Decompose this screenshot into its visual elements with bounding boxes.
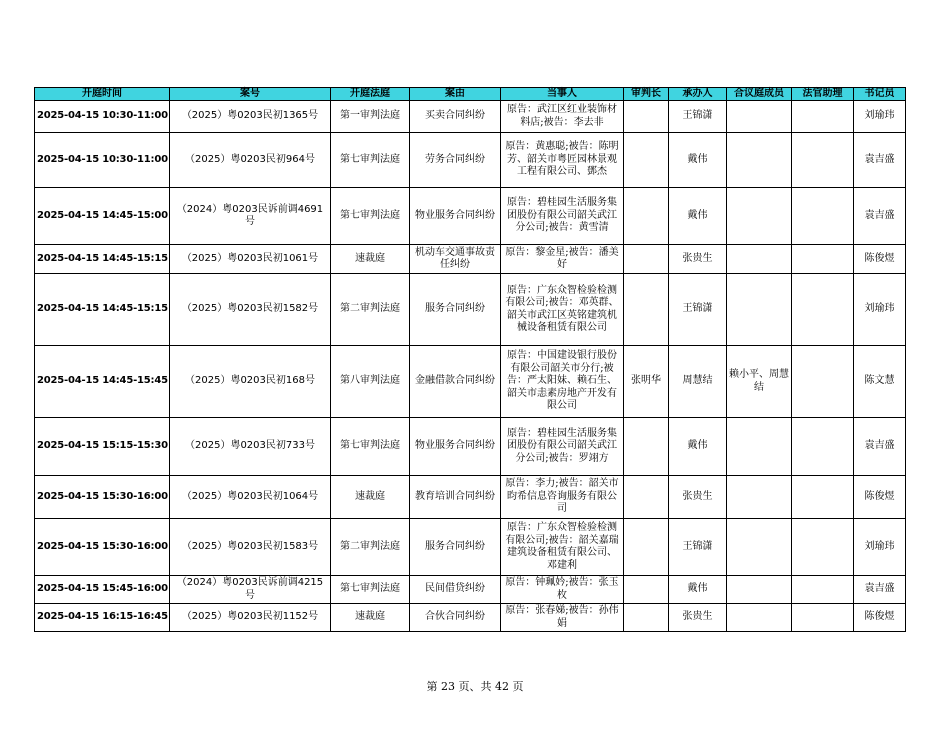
cell-parties: 原告：广东众智检验检测有限公司;被告：邓英群、韶关市武江区英铭建筑机械设备租赁有限公司 [501, 274, 624, 346]
cell-court: 第二审判法庭 [331, 274, 410, 346]
cell-clerk: 刘瑜玮 [854, 519, 906, 576]
cell-case-no: （2025）粤0203民初1061号 [170, 245, 331, 274]
cell-assistant [792, 245, 854, 274]
cell-handler: 张贵生 [669, 476, 727, 519]
cell-cause: 买卖合同纠纷 [410, 101, 501, 133]
cell-assistant [792, 576, 854, 604]
cell-handler: 张贵生 [669, 245, 727, 274]
cell-court: 第二审判法庭 [331, 519, 410, 576]
cell-case-no: （2024）粤0203民诉前调4215号 [170, 576, 331, 604]
cell-court: 第七审判法庭 [331, 576, 410, 604]
cell-court: 第一审判法庭 [331, 101, 410, 133]
cell-clerk: 刘瑜玮 [854, 101, 906, 133]
header-chief-judge: 审判长 [624, 88, 669, 101]
cell-time: 2025-04-15 10:30-11:00 [35, 133, 170, 188]
header-cause: 案由 [410, 88, 501, 101]
cell-time: 2025-04-15 15:15-15:30 [35, 418, 170, 476]
cell-chief-judge: 张明华 [624, 346, 669, 418]
table-row [35, 519, 906, 576]
cell-parties: 原告：广东众智检验检测有限公司;被告：韶关嘉瑞建筑设备租赁有限公司、邓建利 [501, 519, 624, 576]
cell-court: 第七审判法庭 [331, 188, 410, 245]
cell-cause: 劳务合同纠纷 [410, 133, 501, 188]
cell-cause: 物业服务合同纠纷 [410, 188, 501, 245]
cell-handler: 王锦潇 [669, 519, 727, 576]
cell-assistant [792, 101, 854, 133]
cell-assistant [792, 133, 854, 188]
cell-court: 第七审判法庭 [331, 418, 410, 476]
table-row [35, 133, 906, 188]
cell-assistant [792, 476, 854, 519]
table-row [35, 101, 906, 133]
cell-time: 2025-04-15 15:30-16:00 [35, 476, 170, 519]
cell-clerk: 袁吉盛 [854, 133, 906, 188]
cell-case-no: （2025）粤0203民初1365号 [170, 101, 331, 133]
cell-time: 2025-04-15 15:45-16:00 [35, 576, 170, 604]
cell-chief-judge [624, 274, 669, 346]
cell-cause: 合伙合同纠纷 [410, 604, 501, 632]
cell-handler: 戴伟 [669, 576, 727, 604]
table-row [35, 346, 906, 418]
cell-case-no: （2024）粤0203民诉前调4691号 [170, 188, 331, 245]
cell-assistant [792, 346, 854, 418]
cell-case-no: （2025）粤0203民初1582号 [170, 274, 331, 346]
table-header-row [35, 88, 906, 101]
cell-assistant [792, 604, 854, 632]
header-panel: 合议庭成员 [727, 88, 792, 101]
page-number-footer: 第 23 页、共 42 页 [426, 680, 524, 693]
cell-time: 2025-04-15 14:45-15:45 [35, 346, 170, 418]
cell-chief-judge [624, 101, 669, 133]
cell-clerk: 陈文慧 [854, 346, 906, 418]
cell-cause: 金融借款合同纠纷 [410, 346, 501, 418]
cell-clerk: 陈俊煜 [854, 245, 906, 274]
cell-clerk: 刘瑜玮 [854, 274, 906, 346]
cell-clerk: 袁吉盛 [854, 418, 906, 476]
cell-parties: 原告：黄惠聪;被告：陈明芳、韶关市粤匠园林景观工程有限公司、鄧杰 [501, 133, 624, 188]
cell-time: 2025-04-15 10:30-11:00 [35, 101, 170, 133]
cell-handler: 王锦潇 [669, 274, 727, 346]
cell-clerk: 陈俊煜 [854, 476, 906, 519]
cell-time: 2025-04-15 14:45-15:00 [35, 188, 170, 245]
table-row [35, 476, 906, 519]
cell-court: 第七审判法庭 [331, 133, 410, 188]
cell-clerk: 袁吉盛 [854, 188, 906, 245]
cell-cause: 教育培训合同纠纷 [410, 476, 501, 519]
header-parties: 当事人 [501, 88, 624, 101]
cell-time: 2025-04-15 14:45-15:15 [35, 274, 170, 346]
header-time: 开庭时间 [35, 88, 170, 101]
cell-cause: 物业服务合同纠纷 [410, 418, 501, 476]
hearing-schedule-table [34, 87, 906, 632]
cell-parties: 原告：李力;被告：韶关市昀希信息咨询服务有限公司 [501, 476, 624, 519]
cell-chief-judge [624, 576, 669, 604]
cell-chief-judge [624, 476, 669, 519]
table-row [35, 245, 906, 274]
cell-panel [727, 133, 792, 188]
cell-court: 第八审判法庭 [331, 346, 410, 418]
cell-time: 2025-04-15 14:45-15:15 [35, 245, 170, 274]
cell-chief-judge [624, 604, 669, 632]
cell-cause: 服务合同纠纷 [410, 519, 501, 576]
cell-parties: 原告：中国建设银行股份有限公司韶关市分行;被告：严太阳妹、赖石生、韶关市恚素房地产开发有限公司 [501, 346, 624, 418]
table-row [35, 604, 906, 632]
cell-court: 速裁庭 [331, 476, 410, 519]
cell-panel [727, 604, 792, 632]
cell-handler: 周慧结 [669, 346, 727, 418]
cell-panel [727, 476, 792, 519]
table-row [35, 418, 906, 476]
cell-assistant [792, 274, 854, 346]
header-assistant: 法官助理 [792, 88, 854, 101]
cell-parties: 原告：碧桂园生活服务集团股份有限公司韶关武江分公司;被告：罗翊方 [501, 418, 624, 476]
cell-cause: 民间借贷纠纷 [410, 576, 501, 604]
cell-panel [727, 418, 792, 476]
cell-chief-judge [624, 188, 669, 245]
header-court: 开庭法庭 [331, 88, 410, 101]
cell-case-no: （2025）粤0203民初733号 [170, 418, 331, 476]
cell-chief-judge [624, 519, 669, 576]
header-clerk: 书记员 [854, 88, 906, 101]
cell-parties: 原告：武江区红业装饰材料店;被告：李去非 [501, 101, 624, 133]
cell-parties: 原告：碧桂园生活服务集团股份有限公司韶关武江分公司;被告：黄雪清 [501, 188, 624, 245]
cell-panel [727, 188, 792, 245]
cell-panel [727, 101, 792, 133]
cell-chief-judge [624, 133, 669, 188]
cell-cause: 服务合同纠纷 [410, 274, 501, 346]
cell-cause: 机动车交通事故责任纠纷 [410, 245, 501, 274]
cell-case-no: （2025）粤0203民初1583号 [170, 519, 331, 576]
cell-court: 速裁庭 [331, 245, 410, 274]
table-row [35, 576, 906, 604]
cell-chief-judge [624, 245, 669, 274]
cell-assistant [792, 418, 854, 476]
cell-parties: 原告：钟珮妗;被告：张玉枚 [501, 576, 624, 604]
cell-panel [727, 274, 792, 346]
cell-parties: 原告：张春娣;被告：孙伟娟 [501, 604, 624, 632]
cell-clerk: 陈俊煜 [854, 604, 906, 632]
cell-assistant [792, 188, 854, 245]
cell-handler: 戴伟 [669, 188, 727, 245]
cell-chief-judge [624, 418, 669, 476]
cell-panel [727, 576, 792, 604]
cell-time: 2025-04-15 16:15-16:45 [35, 604, 170, 632]
table-row [35, 188, 906, 245]
cell-handler: 戴伟 [669, 418, 727, 476]
header-case-no: 案号 [170, 88, 331, 101]
cell-parties: 原告：黎金星;被告：潘美好 [501, 245, 624, 274]
cell-case-no: （2025）粤0203民初964号 [170, 133, 331, 188]
cell-handler: 戴伟 [669, 133, 727, 188]
cell-panel [727, 519, 792, 576]
header-handler: 承办人 [669, 88, 727, 101]
cell-case-no: （2025）粤0203民初1064号 [170, 476, 331, 519]
cell-handler: 王锦潇 [669, 101, 727, 133]
cell-case-no: （2025）粤0203民初168号 [170, 346, 331, 418]
cell-handler: 张贵生 [669, 604, 727, 632]
cell-case-no: （2025）粤0203民初1152号 [170, 604, 331, 632]
cell-panel [727, 245, 792, 274]
cell-assistant [792, 519, 854, 576]
cell-panel: 赖小平、周慧结 [727, 346, 792, 418]
table-row [35, 274, 906, 346]
cell-time: 2025-04-15 15:30-16:00 [35, 519, 170, 576]
cell-court: 速裁庭 [331, 604, 410, 632]
cell-clerk: 袁吉盛 [854, 576, 906, 604]
